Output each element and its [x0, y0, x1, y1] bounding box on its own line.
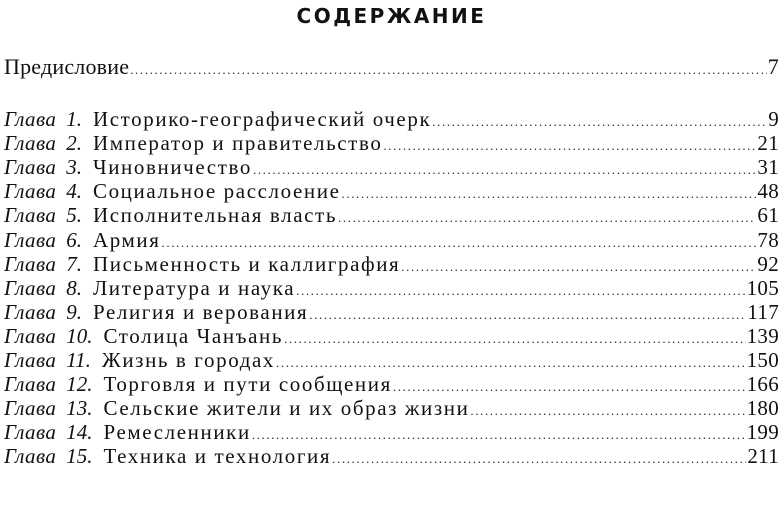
chapter-title: Ремесленники — [103, 420, 251, 445]
page-title: СОДЕРЖАНИЕ — [296, 4, 487, 28]
chapter-page-number: 211 — [747, 444, 779, 469]
chapter-page-number: 199 — [746, 420, 779, 445]
chapter-number: 5. — [66, 203, 82, 228]
toc-entry-chapter — [4, 108, 779, 131]
chapter-title: Армия — [92, 227, 161, 252]
chapter-page-number: 180 — [746, 396, 779, 421]
dot-leader — [342, 182, 757, 205]
chapter-page-number: 78 — [757, 227, 779, 252]
toc-entry-chapter — [4, 277, 779, 300]
chapter-word: Глава — [4, 203, 57, 228]
dot-leader — [130, 58, 766, 81]
chapter-title: Письменность и каллиграфия — [92, 251, 401, 276]
dot-leader — [401, 255, 756, 278]
dot-leader — [338, 206, 756, 229]
chapter-word: Глава — [4, 444, 57, 469]
dot-leader — [252, 423, 746, 446]
chapter-word: Глава — [4, 275, 57, 300]
chapter-title: Религия и верования — [92, 299, 309, 324]
dot-leader — [393, 375, 746, 398]
chapter-page-number: 92 — [757, 251, 779, 276]
toc-entry-chapter — [4, 301, 779, 324]
dot-leader — [332, 447, 746, 470]
chapter-number: 14. — [66, 420, 93, 445]
dot-leader — [253, 158, 756, 181]
toc-entry-chapter — [4, 373, 779, 396]
chapter-page-number: 150 — [746, 348, 779, 372]
chapter-number: 8. — [66, 275, 82, 300]
toc-entry-chapter — [4, 253, 779, 276]
chapter-word: Глава — [4, 299, 57, 324]
chapter-title: Литература и наука — [92, 275, 296, 300]
chapter-word: Глава — [4, 251, 57, 276]
chapter-word: Глава — [4, 323, 57, 348]
chapter-title: Император и правительство — [92, 131, 383, 156]
chapter-word: Глава — [4, 227, 57, 252]
chapter-title: Чиновничество — [92, 155, 252, 180]
chapter-title: Столица Чанъань — [103, 323, 284, 348]
chapter-number: 10. — [66, 323, 93, 348]
toc-entry-chapter — [4, 397, 779, 420]
chapter-page-number: 139 — [746, 323, 779, 348]
preface-label: Предисловие — [4, 54, 130, 79]
toc-entry-chapter — [4, 229, 779, 252]
chapter-word: Глава — [4, 372, 57, 397]
chapter-word: Глава — [4, 396, 57, 421]
chapter-number: 15. — [66, 444, 93, 469]
toc-entry-chapter — [4, 325, 779, 348]
chapter-word: Глава — [4, 348, 57, 372]
chapter-word: Глава — [4, 420, 57, 445]
chapter-title: Техника и технология — [103, 444, 332, 469]
toc-entry-chapter — [4, 180, 779, 203]
chapter-number: 7. — [66, 251, 82, 276]
toc-entry-chapter — [4, 132, 779, 155]
toc-entry-chapter — [4, 421, 779, 444]
dot-leader — [383, 134, 756, 157]
chapter-title: Сельские жители и их образ жизни — [103, 396, 470, 421]
chapter-page-number: 9 — [768, 107, 779, 131]
chapter-word: Глава — [4, 155, 57, 180]
chapter-number: 9. — [66, 299, 82, 324]
chapter-number: 13. — [66, 396, 93, 421]
dot-leader — [276, 351, 746, 374]
chapter-page-number: 166 — [746, 372, 779, 397]
chapter-title: Жизнь в городах — [101, 348, 275, 372]
dot-leader — [470, 399, 745, 422]
chapter-number: 2. — [66, 131, 82, 156]
chapter-page-number: 61 — [757, 203, 779, 228]
chapter-word: Глава — [4, 107, 57, 131]
chapter-title: Социальное расслоение — [92, 179, 341, 204]
preface-page-number: 7 — [767, 54, 779, 79]
chapter-title: Исполнительная власть — [92, 203, 338, 228]
chapter-word: Глава — [4, 131, 57, 156]
chapter-number: 11. — [66, 348, 91, 372]
dot-leader — [296, 279, 745, 302]
dot-leader — [432, 110, 767, 133]
chapter-page-number: 105 — [746, 275, 779, 300]
chapter-number: 4. — [66, 179, 82, 204]
chapter-page-number: 21 — [757, 131, 779, 156]
dot-leader — [162, 231, 757, 254]
dot-leader — [284, 327, 746, 350]
chapter-number: 6. — [66, 227, 82, 252]
chapter-title: Торговля и пути сообщения — [103, 372, 392, 397]
chapter-page-number: 117 — [747, 299, 779, 324]
toc-entry-preface — [4, 55, 779, 78]
chapter-number: 1. — [66, 107, 82, 131]
chapter-page-number: 48 — [757, 179, 779, 204]
chapter-page-number: 31 — [757, 155, 779, 180]
toc-entry-chapter — [4, 156, 779, 179]
toc-entry-chapter — [4, 349, 779, 372]
chapter-word: Глава — [4, 179, 57, 204]
chapter-title: Историко-географический очерк — [92, 107, 432, 131]
dot-leader — [309, 303, 746, 326]
chapter-number: 3. — [66, 155, 82, 180]
toc-entry-chapter — [4, 445, 779, 468]
toc-entry-chapter — [4, 204, 779, 227]
chapter-number: 12. — [66, 372, 93, 397]
